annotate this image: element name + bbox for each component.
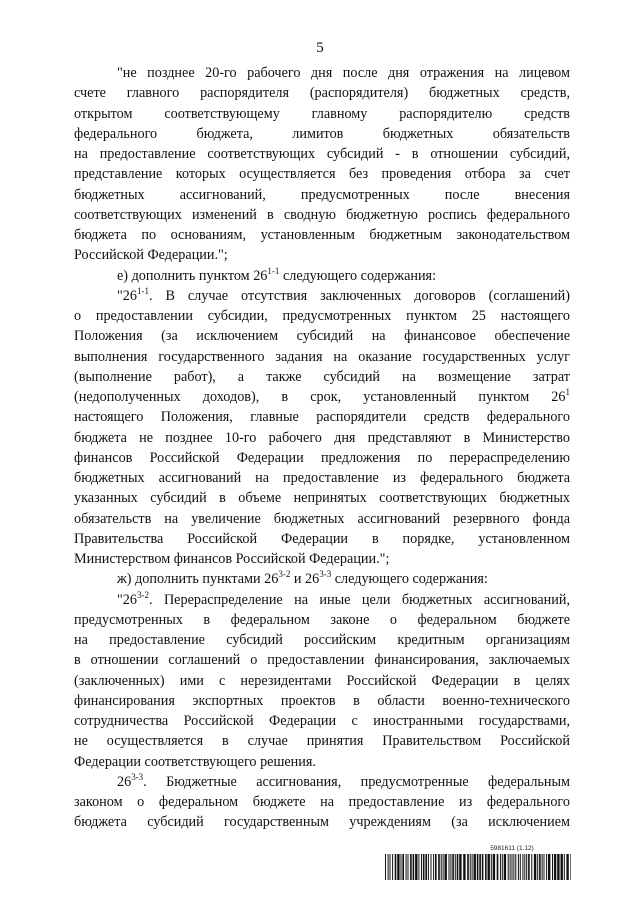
barcode-bar — [413, 854, 415, 880]
page-number: 5 — [316, 40, 324, 56]
barcode-bar — [524, 854, 525, 880]
text-line — [74, 347, 570, 367]
text-line — [74, 63, 570, 83]
line-text: бюджета по основаниям, установленным бюджетным законодательством — [74, 227, 570, 243]
text-line — [74, 124, 570, 144]
barcode-bar — [385, 854, 386, 880]
barcode-bar — [493, 854, 495, 880]
barcode-bar — [423, 854, 425, 880]
line-text: бюджетных ассигнований, предусмотренных после внесения — [74, 186, 570, 203]
superscript: 1-1 — [136, 285, 149, 296]
text-line — [74, 731, 570, 751]
superscript: 3-3 — [131, 771, 144, 782]
barcode-bar — [526, 854, 527, 880]
line-text: обязательств на увеличение бюджетных ассигнований резервного фонда — [74, 510, 570, 527]
barcode-bar — [539, 854, 541, 880]
line-text: ж) дополнить пунктами 26 — [117, 571, 279, 588]
barcode-bar — [518, 854, 519, 880]
text-line — [74, 812, 570, 832]
barcode-bar — [488, 854, 490, 880]
barcode-bar — [470, 854, 471, 880]
barcode-bar — [463, 854, 465, 880]
text-line — [74, 610, 570, 630]
barcode-bar — [425, 854, 427, 880]
barcode-bar — [513, 854, 514, 880]
line-text: не осуществляется в случае принятия Правительством Российской — [74, 733, 570, 750]
barcode-bar — [390, 854, 391, 880]
line-text: бюджета субсидий государственным учреждениям (за исключением — [74, 814, 570, 831]
barcode-bar — [435, 854, 437, 880]
barcode-bar — [491, 854, 492, 880]
text-line — [74, 83, 570, 103]
line-text: выполнения государственного задания на оказание государственных услуг — [74, 348, 570, 365]
text-line — [74, 448, 570, 468]
text-line — [74, 691, 570, 711]
barcode-bar — [485, 854, 487, 880]
text-line — [74, 104, 570, 124]
text-line — [74, 569, 570, 589]
text-line — [74, 428, 570, 448]
barcode-bar — [564, 854, 565, 880]
barcode-bar — [445, 854, 447, 880]
line-text: открытом соответствующему главному распорядителю средств — [74, 105, 570, 122]
superscript: 3-3 — [319, 569, 332, 580]
line-text: "26 — [117, 287, 137, 304]
barcode-bar — [415, 854, 417, 880]
barcode-bar — [561, 854, 563, 880]
line-text: сотрудничества Российской Федерации с иностранными государствами, — [74, 713, 570, 729]
barcode-bar — [531, 854, 532, 880]
text-line — [74, 590, 570, 610]
barcode-bar — [548, 854, 550, 880]
barcode-bar — [554, 854, 556, 880]
barcode-bar — [477, 854, 479, 880]
text-line — [74, 792, 570, 812]
line-text: представление которых осуществляется без проведения отбора за счет — [74, 166, 570, 183]
barcode-bar — [557, 854, 559, 880]
text-line — [74, 650, 570, 670]
text-line — [74, 509, 570, 529]
line-text: "26 — [117, 591, 137, 608]
barcode-bar — [510, 854, 511, 880]
line-text: на предоставление соответствующих субсидий - в отношении субсидий, — [74, 146, 570, 162]
text-line — [74, 164, 570, 184]
text-line — [74, 266, 570, 286]
line-text: соответствующих изменений в сводную бюджетную роспись федерального — [74, 206, 570, 223]
text-line — [74, 711, 570, 731]
superscript: 3-2 — [278, 569, 291, 580]
barcode-bar — [433, 854, 434, 880]
text-line — [74, 529, 570, 549]
barcode-bar — [566, 854, 568, 880]
line-text: настоящего Положения, главные распорядители средств федерального — [74, 409, 570, 426]
barcode-bar — [546, 854, 547, 880]
line-text: 26 — [117, 773, 132, 790]
line-text: (выполнение работ), а также субсидий на возмещение затрат — [74, 368, 570, 385]
superscript: 3-2 — [136, 589, 149, 600]
line-text: следующего содержания: — [331, 571, 488, 588]
line-text: . В случае отсутствия заключенных договоров (соглашений) — [148, 287, 570, 304]
barcode-bar — [552, 854, 553, 880]
barcode-bar — [438, 854, 440, 880]
document-body — [74, 63, 570, 833]
barcode-bar — [472, 854, 473, 880]
barcode-bar — [395, 854, 397, 880]
barcode-bar — [467, 854, 469, 880]
text-line — [74, 549, 570, 569]
line-text: финансов Российской Федерации предложения по перераспределению — [74, 449, 570, 466]
line-text: следующего содержания: — [279, 267, 437, 284]
line-text: (недополученных доходов), в срок, установленный пунктом 26 — [74, 389, 566, 405]
text-line — [74, 468, 570, 488]
line-text: и 26 — [290, 571, 320, 588]
barcode-bar — [455, 854, 456, 880]
line-text: в отношении соглашений о предоставлении финансирования, заключаемых — [74, 652, 570, 669]
barcode-bar — [512, 854, 513, 880]
line-text: предусмотренных в федеральном законе о федеральном бюджете — [74, 611, 570, 628]
barcode-bar — [397, 854, 399, 880]
barcode-number: 5981611 (1.12) — [490, 845, 534, 852]
text-line — [74, 772, 570, 792]
barcode-bar — [402, 854, 404, 880]
barcode-bar — [457, 854, 459, 880]
barcode-bar — [497, 854, 499, 880]
barcode-bar — [408, 854, 409, 880]
line-text: "не позднее 20-го рабочего дня после дня отражения на лицевом — [117, 65, 570, 81]
text-line — [74, 306, 570, 326]
superscript: 1-1 — [267, 265, 280, 276]
barcode-bar — [392, 854, 393, 880]
text-line — [74, 630, 570, 650]
barcode-bar — [443, 854, 444, 880]
barcode-bar — [544, 854, 545, 880]
barcode-image — [385, 854, 571, 880]
line-text: Правительства Российской Федерации в порядке, установленном — [74, 530, 570, 547]
line-text: Положения (за исключением субсидий на финансовое обеспечение — [74, 328, 570, 345]
text-line — [74, 367, 570, 387]
text-line — [74, 387, 570, 407]
barcode-bar — [449, 854, 450, 880]
barcode-bar — [537, 854, 538, 880]
barcode-bar — [459, 854, 461, 880]
barcode-bar — [542, 854, 543, 880]
line-text: бюджета не позднее 10-го рабочего дня представляют в Министерство — [74, 429, 570, 446]
barcode-bar — [522, 854, 523, 880]
text-line — [74, 286, 570, 306]
line-text: . Бюджетные ассигнования, предусмотренные федеральным — [143, 773, 570, 790]
superscript: 1 — [565, 387, 570, 397]
barcode-bar — [482, 854, 484, 880]
text-line — [74, 671, 570, 691]
line-text: . Перераспределение на иные цели бюджетных ассигнований, — [148, 591, 570, 608]
line-text: законом о федеральном бюджете на предоставление из федерального — [74, 794, 570, 810]
barcode-bar — [450, 854, 451, 880]
text-line — [74, 326, 570, 346]
barcode-bar — [500, 854, 501, 880]
line-text: указанных субсидий в объеме непринятых соответствующих бюджетных — [74, 490, 570, 507]
barcode-bar — [528, 854, 530, 880]
text-line — [74, 488, 570, 508]
barcode-bar — [534, 854, 536, 880]
barcode-bar — [410, 854, 412, 880]
text-line — [74, 407, 570, 427]
text-line — [74, 185, 570, 205]
text-line — [74, 225, 570, 245]
line-text: о предоставлении субсидии, предусмотренных пунктом 25 настоящего — [74, 308, 570, 324]
barcode-bar — [508, 854, 509, 880]
line-text: е) дополнить пунктом 26 — [117, 267, 268, 284]
barcode-bar — [452, 854, 454, 880]
line-text: Российской Федерации."; — [74, 247, 228, 264]
line-text: Федерации соответствующего решения. — [74, 753, 316, 770]
line-text: финансирования экспортных проектов в области военно-технического — [74, 692, 570, 709]
barcode-bar — [520, 854, 521, 880]
text-line — [74, 245, 570, 265]
barcode-bar — [406, 854, 407, 880]
barcode-bar — [428, 854, 429, 880]
line-text: на предоставление субсидий российским кредитным организациям — [74, 632, 570, 648]
barcode-bar — [388, 854, 389, 880]
line-text: счете главного распорядителя (распорядителя) бюджетных средств, — [74, 85, 570, 102]
barcode-bar — [418, 854, 419, 880]
barcode-bar — [431, 854, 432, 880]
barcode-bar — [504, 854, 506, 880]
barcode-bar — [474, 854, 476, 880]
line-text: федерального бюджета, лимитов бюджетных обязательств — [74, 125, 570, 142]
barcode-bar — [421, 854, 422, 880]
barcode-bar — [479, 854, 481, 880]
barcode-bar — [515, 854, 516, 880]
text-line — [74, 205, 570, 225]
line-text: бюджетных ассигнований на предоставление из федерального бюджета — [74, 470, 570, 486]
barcode-bar — [570, 854, 571, 880]
barcode-bar — [441, 854, 442, 880]
line-text: Министерством финансов Российской Федерации."; — [74, 551, 390, 567]
text-line — [74, 752, 570, 772]
barcode-bar — [401, 854, 402, 880]
text-line — [74, 144, 570, 164]
barcode-bar — [502, 854, 503, 880]
line-text: (заключенных) ими с нерезидентами Российской Федерации в целях — [74, 672, 570, 689]
